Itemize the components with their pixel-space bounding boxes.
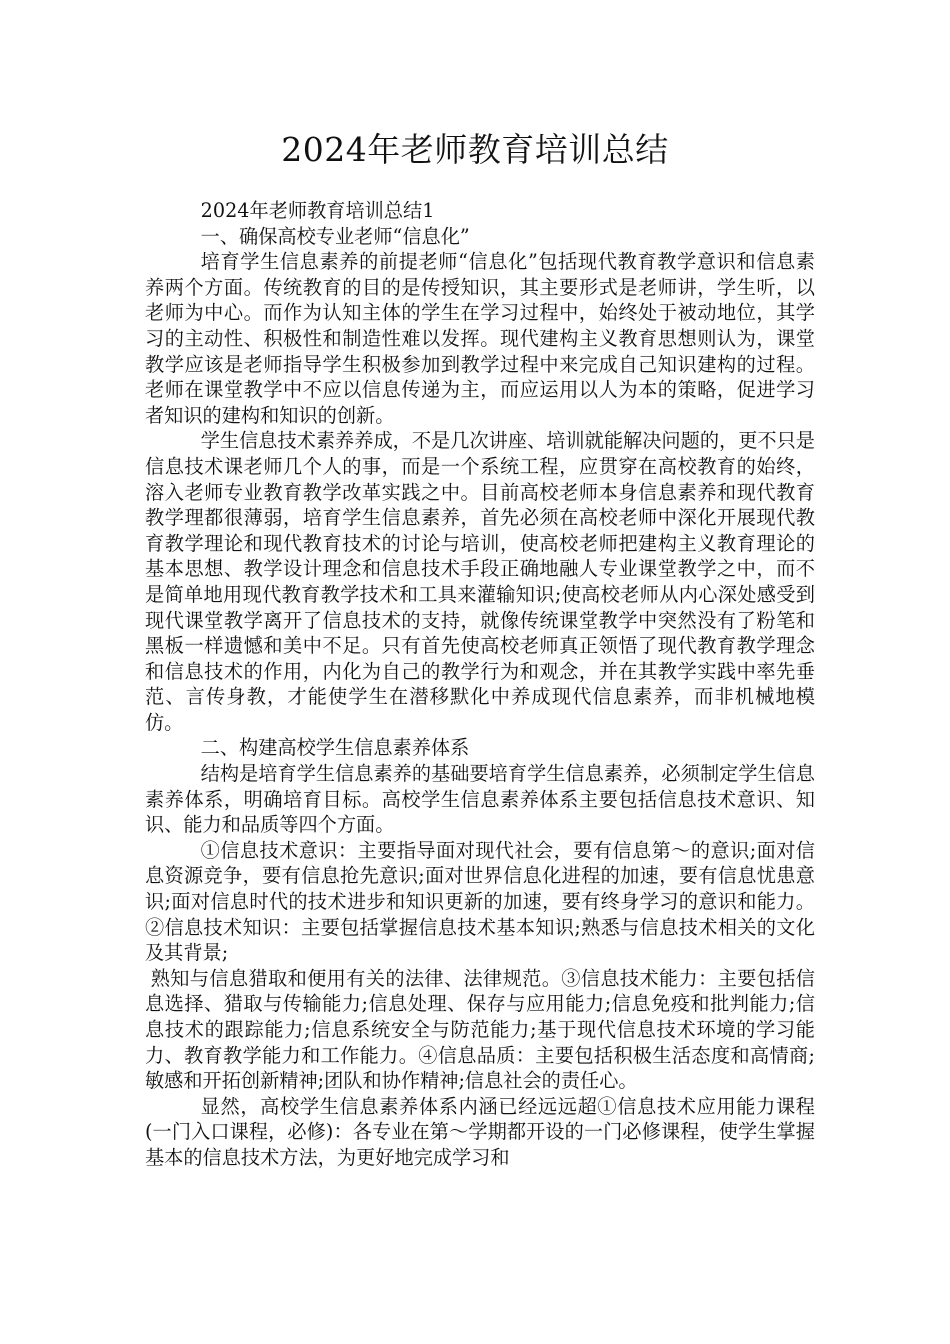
paragraph: ①信息技术意识：主要指导面对现代社会，要有信息第～的意识;面对信息资源竞争，要有信息抢先意识;面对世界信息化进程的加速，要有信息忧患意识;面对信息时代的技术进步和知识更新的加速，要有终身学习的意识和能力。②信息技术知识：主要包括掌握信息技术基本知识;熟悉与信息技术相关的文化及其背景;: [145, 838, 815, 965]
paragraph: 显然，高校学生信息素养体系内涵已经远远超①信息技术应用能力课程(一门入口课程，必修)：各专业在第～学期都开设的一门必修课程，使学生掌握基本的信息技术方法，为更好地完成学习和: [145, 1094, 815, 1169]
paragraph: 结构是培育学生信息素养的基础要培育学生信息素养，必须制定学生信息素养体系，明确培育目标。高校学生信息素养体系主要包括信息技术意识、知识、能力和品质等四个方面。: [145, 762, 815, 837]
document-body: [145, 198, 815, 1171]
paragraph: 熟知与信息猎取和便用有关的法律、法律规范。③信息技术能力：主要包括信息选择、猎取与传输能力;信息处理、保存与应用能力;信息免疫和批判能力;信息技术的跟踪能力;信息系统安全与防范能力;基于现代信息技术环境的学习能力、教育教学能力和工作能力。④信息品质：主要包括积极生活态度和高情商;敏感和开拓创新精神;团队和协作精神;信息社会的责任心。: [145, 966, 815, 1093]
section-heading-1: 一、确保高校专业老师“信息化”: [200, 224, 470, 248]
subtitle-line: 2024年老师教育培训总结1: [200, 199, 435, 222]
paragraph: 学生信息技术素养养成，不是几次讲座、培训就能解决问题的，更不只是信息技术课老师几个人的事，而是一个系统工程，应贯穿在高校教育的始终，溶入老师专业教育教学改革实践之中。目前高校老师本身信息素养和现代教育教学理都很薄弱，培育学生信息素养，首先必须在高校老师中深化开展现代教育教学理论和现代教育技术的讨论与培训，使高校老师把建构主义教育理论的基本思想、教学设计理念和信息技术手段正确地融人专业课堂教学之中，而不是简单地用现代教育教学技术和工具来灌输知识;使高校老师从内心深处感受到现代课堂教学离开了信息技术的支持，就像传统课堂教学中突然没有了粉笔和黑板一样遗憾和美中不足。只有首先使高校老师真正领悟了现代教育教学理念和信息技术的作用，内化为自己的教学行为和观念，并在其教学实践中率先垂范、言传身教，才能使学生在潜移默化中养成现代信息素养，而非机械地模仿。: [145, 429, 815, 734]
document-title: 2024年老师教育培训总结: [281, 130, 669, 169]
paragraph: 培育学生信息素养的前提老师“信息化”包括现代教育教学意识和信息素养两个方面。传统教育的目的是传授知识，其主要形式是老师讲，学生听，以老师为中心。而作为认知主体的学生在学习过程中，始终处于被动地位，其学习的主动性、积极性和制造性难以发挥。现代建构主义教育思想则认为，课堂教学应该是老师指导学生积极参加到教学过程中来完成自己知识建构的过程。老师在课堂教学中不应以信息传递为主，而应运用以人为本的策略，促进学习者知识的建构和知识的创新。: [145, 250, 815, 427]
section-heading-2: 二、构建高校学生信息素养体系: [200, 736, 470, 760]
